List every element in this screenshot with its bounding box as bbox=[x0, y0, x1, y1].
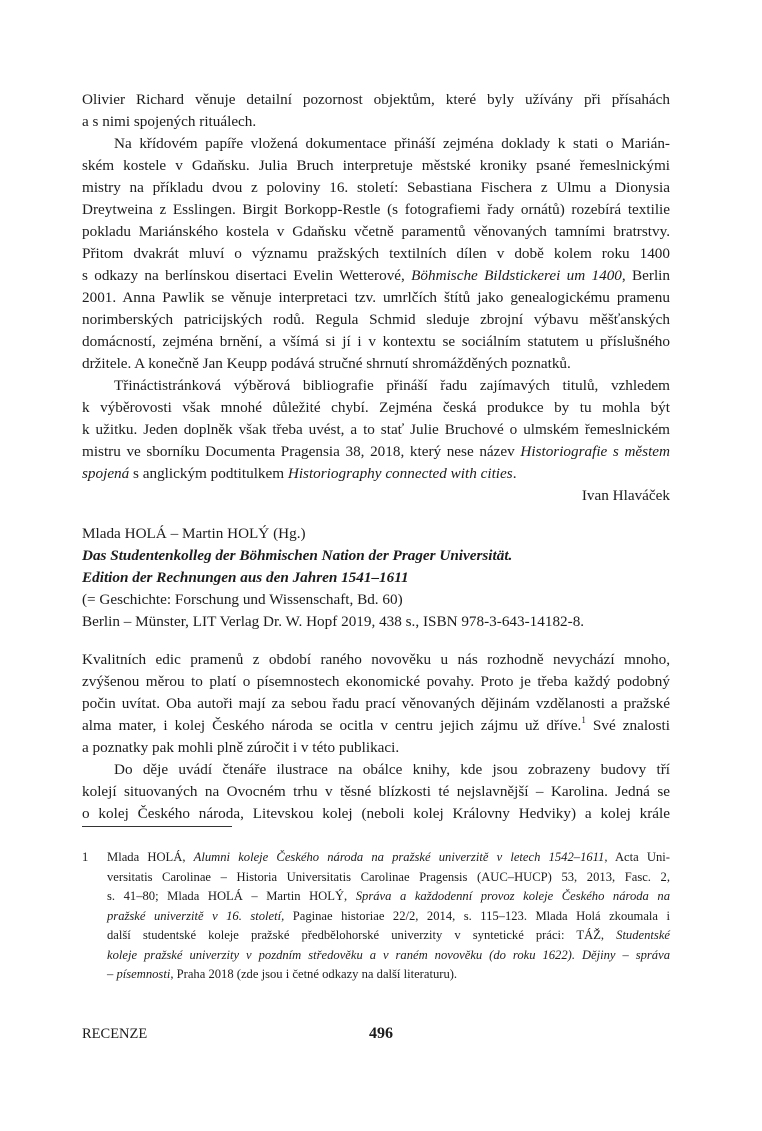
text-line: s odkazy na berlínskou disertaci Evelin Wetterové, Böhmische Bildstickerei um 1400, Berlin bbox=[82, 267, 670, 284]
text-line: 2001. Anna Pawlik se věnuje interpretaci tzv. umrlčích štítů jako genealogickému pramenu bbox=[82, 289, 670, 306]
text-line: Na křídovém papíře vložená dokumentace přináší zejména doklady k stati o Marián- bbox=[114, 135, 670, 152]
cited-title: pražské univerzitě v 16. století, bbox=[107, 908, 285, 923]
text-line: norimberských patricijských rodů. Regula Schmid sleduje zbrojní výbavu měšťanských bbox=[82, 311, 670, 328]
text-line: držitele. A konečně Jan Keupp podává stručné shrnutí shromážděných poznatků. bbox=[82, 355, 571, 372]
text-line: zvýšenou měrou to platí o písemnostech ekonomické povahy. Proto je třeba každý podobný bbox=[82, 673, 670, 690]
text-line: a poznatky pak mohli plně zúročit i v této publikaci. bbox=[82, 739, 400, 756]
text-line: Přitom dvakrát mluví o významu pražských textilních dílen v době kolem roku 1400 bbox=[82, 245, 670, 262]
footnote-separator bbox=[82, 826, 232, 827]
cited-title: Historiografie s městem bbox=[520, 443, 670, 460]
footnote-marker[interactable]: 1 bbox=[581, 714, 586, 725]
text-line: Do děje uvádí čtenáře ilustrace na obálce knihy, kde jsou zobrazeny budovy tří bbox=[114, 761, 670, 778]
book-title: Das Studentenkolleg der Böhmischen Nation der Prager Universität. bbox=[82, 547, 513, 564]
text-line: spojená s anglickým podtitulkem Historiography connected with cities. bbox=[82, 465, 517, 482]
text-line: Kvalitních edic pramenů z období raného novověku u nás rozhodně nevychází mnoho, bbox=[82, 651, 670, 668]
cited-title: – písemnosti, bbox=[107, 967, 174, 981]
book-authors: Mlada HOLÁ – Martin HOLÝ (Hg.) bbox=[82, 525, 306, 542]
text-line: domácností, zejména brnění, a všímá si jí i v kontextu se sociálním statutem u příslušného bbox=[82, 333, 670, 350]
book-title: Edition der Rechnungen aus den Jahren 1541–1611 bbox=[82, 569, 409, 586]
cited-title: Historiography connected with cities bbox=[287, 465, 513, 482]
text-line: Třináctistránková výběrová bibliografie přináší řadu zajímavých titulů, vzhledem bbox=[114, 377, 670, 394]
footnote-line: Mlada HOLÁ, Alumni koleje Českého národa na pražské univerzitě v letech 1542–1611, Acta Uni- bbox=[107, 850, 670, 864]
text-line: k výběrovosti však mnohé důležité chybí. Zejména česká produkce by tu mohla být bbox=[82, 399, 670, 416]
cited-title: Böhmische Bildstickerei um 1400 bbox=[411, 267, 622, 284]
footnote-number: 1 bbox=[82, 850, 89, 864]
text-line: počin uvítat. Oba autoři mají za sebou řadu prací věnovaných dějinám vzdělanosti a pražské bbox=[82, 695, 670, 712]
footnote-line: další studentské koleje pražské předbělohorské univerzity v syntetické práci: TÁŽ, Studentské bbox=[107, 928, 670, 942]
text-line: a s nimi spojených rituálech. bbox=[82, 113, 257, 130]
text-line: mistru ve sborníku Documenta Pragensia 38, 2018, který nese název Historiografie s městem bbox=[82, 443, 670, 460]
text-line: ském kostele v Gdaňsku. Julia Bruch interpretuje městské kroniky psané řemeslnickými bbox=[82, 157, 670, 174]
text-line: mistry na příkladu dvou z poloviny 16. století: Sebastiana Fischera z Ulmu a Dionysia bbox=[82, 179, 670, 196]
cited-title: Alumni koleje Českého národa na pražské univerzitě v letech 1542–1611, bbox=[193, 850, 608, 864]
text-line: kolejí situovaných na Ovocném trhu v těsné blízkosti té nejslavnější – Karolina. Jedná se bbox=[82, 783, 670, 800]
reviewer-name: Ivan Hlaváček bbox=[581, 487, 670, 504]
text-line: k užitku. Jeden doplněk však třeba uvést, a to stať Julie Bruchové o ulmském řemeslnickém bbox=[82, 421, 670, 438]
footnote-line: pražské univerzitě v 16. století, Paginae historiae 22/2, 2014, s. 115–123. Mlada Holá zkoumala i bbox=[107, 908, 670, 923]
text-line: pokladu Mariánského kostela v Gdaňsku včetně paramentů věnovaných tamními bratrstvy. bbox=[82, 223, 670, 240]
cited-title: Studentské bbox=[616, 928, 670, 942]
book-publisher: Berlin – Münster, LIT Verlag Dr. W. Hopf 2019, 438 s., ISBN 978-3-643-14182-8. bbox=[82, 613, 585, 630]
cited-title: spojená bbox=[82, 465, 130, 482]
text-line: Dreytweina z Esslingen. Birgit Borkopp-Restle (s fotografiemi řady ornátů) rozebírá textilie bbox=[82, 201, 670, 218]
text-line: Olivier Richard věnuje detailní pozornost objektům, které byly užívány při přísahách bbox=[82, 91, 670, 108]
text-line: o kolej Českého národa, Litevskou kolej (neboli kolej Královny Hedviky) a kolej krále bbox=[82, 805, 670, 822]
footnote-line: – písemnosti, Praha 2018 (zde jsou i četné odkazy na další literaturu). bbox=[107, 967, 458, 981]
text-line: alma mater, i kolej Českého národa se ocitla v centru jejich zájmu už dříve.$^1$ Své znalosti bbox=[82, 714, 670, 734]
running-footer-section: RECENZE bbox=[82, 1026, 148, 1042]
footnote-line: versitatis Carolinae – Historia Universitatis Carolinae Pragensis (AUC–HUCP) 53, 2013, Fasc. 2, bbox=[107, 869, 670, 884]
cited-title: Správa a každodenní provoz koleje Českého národa na bbox=[355, 889, 670, 903]
footnote-line: koleje pražské univerzity v pozdním středověku a v raném novověku (do roku 1622). Dějiny – správa bbox=[107, 947, 670, 962]
page-number: 496 bbox=[369, 1025, 393, 1042]
book-series: (= Geschichte: Forschung und Wissenschaft, Bd. 60) bbox=[82, 591, 403, 608]
footnote-line: s. 41–80; Mlada HOLÁ – Martin HOLÝ, Správa a každodenní provoz koleje Českého národa na bbox=[107, 889, 670, 903]
